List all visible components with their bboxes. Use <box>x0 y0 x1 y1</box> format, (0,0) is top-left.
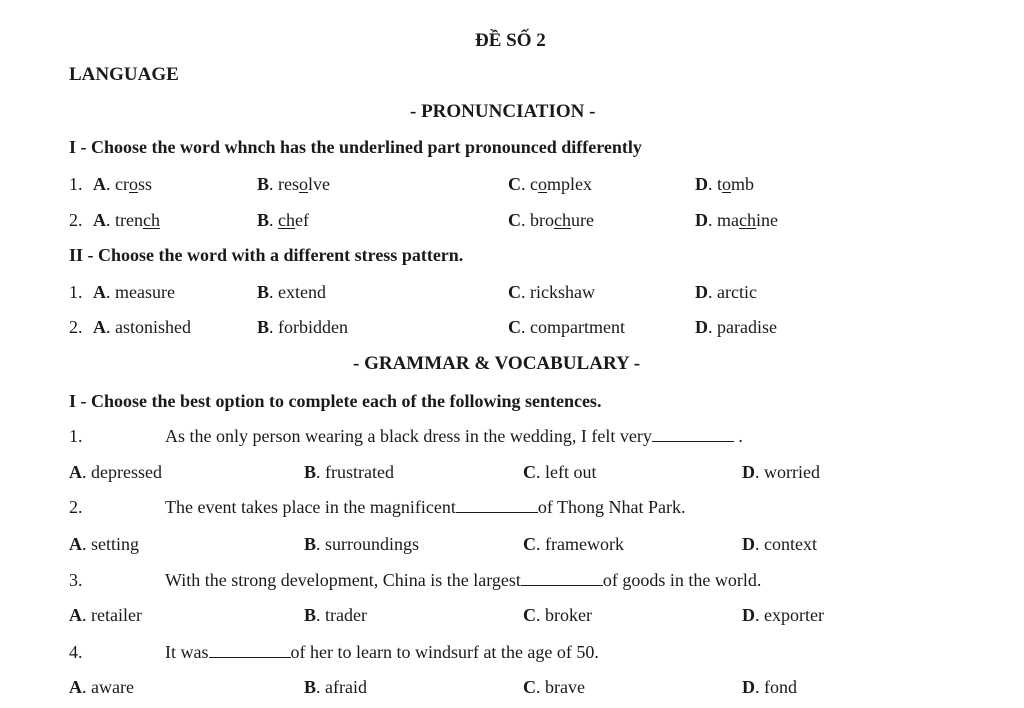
option-c: C. left out <box>523 462 597 482</box>
section-label: LANGUAGE <box>69 64 179 85</box>
underlined-part: ch <box>739 210 756 230</box>
grammar-instruction: I - Choose the best option to complete each of the following sentences. <box>69 391 602 411</box>
option-a: A. setting <box>69 534 139 554</box>
answer-blank <box>521 571 603 586</box>
underlined-part: o <box>128 174 138 194</box>
question-number: 3. <box>69 570 83 590</box>
option-c: C. brochure <box>508 210 594 230</box>
option-b: B. extend <box>257 282 326 302</box>
question-text: As the only person wearing a black dress in the wedding, I felt very . <box>165 426 743 446</box>
underlined-part: o <box>299 174 309 194</box>
question-number: 2. <box>69 210 83 230</box>
answer-blank <box>652 427 734 442</box>
option-d: D. worried <box>742 462 820 482</box>
option-c: C. complex <box>508 174 592 194</box>
option-b: B. afraid <box>304 677 367 697</box>
question-number: 2. <box>69 317 83 337</box>
option-a: A. depressed <box>69 462 162 482</box>
underlined-part: ch <box>142 210 160 230</box>
option-b: B. chef <box>257 210 309 230</box>
question-number: 1. <box>69 426 83 446</box>
pronunciation-part2-instruction: II - Choose the word with a different stress pattern. <box>69 245 464 265</box>
option-d: D. paradise <box>695 317 777 337</box>
page-title: ĐỀ SỐ 2 <box>475 30 546 51</box>
option-a: A. retailer <box>69 605 142 625</box>
option-c: C. rickshaw <box>508 282 595 302</box>
underlined-part: o <box>722 174 732 194</box>
option-d: D. context <box>742 534 817 554</box>
answer-blank <box>456 498 538 513</box>
option-a: A. astonished <box>93 317 191 337</box>
answer-blank <box>209 643 291 658</box>
option-a: A. aware <box>69 677 134 697</box>
option-b: B. frustrated <box>304 462 394 482</box>
question-text: The event takes place in the magnificent of Thong Nhat Park. <box>165 497 686 517</box>
underlined-part: ch <box>554 210 571 230</box>
option-d: D. arctic <box>695 282 757 302</box>
underlined-part: ch <box>278 210 296 230</box>
question-number: 2. <box>69 497 83 517</box>
option-d: D. tomb <box>695 174 755 194</box>
option-c: C. framework <box>523 534 624 554</box>
question-text: With the strong development, China is the largest of goods in the world. <box>165 570 762 590</box>
option-d: D. exporter <box>742 605 824 625</box>
option-b: B. resolve <box>257 174 331 194</box>
option-d: D. machine <box>695 210 778 230</box>
option-b: B. trader <box>304 605 367 625</box>
option-c: C. broker <box>523 605 592 625</box>
option-b: B. surroundings <box>304 534 420 554</box>
question-number: 1. <box>69 282 83 302</box>
grammar-heading: - GRAMMAR & VOCABULARY - <box>353 353 641 374</box>
option-a: A. cross <box>93 174 152 194</box>
question-number: 4. <box>69 642 83 662</box>
question-text: It was of her to learn to windsurf at the age of 50. <box>165 642 599 662</box>
option-c: C. compartment <box>508 317 625 337</box>
pronunciation-part1-instruction: I - Choose the word whnch has the underlined part pronounced differently <box>69 137 642 157</box>
option-b: B. forbidden <box>257 317 348 337</box>
pronunciation-heading: - PRONUNCIATION - <box>410 101 596 122</box>
option-c: C. brave <box>523 677 585 697</box>
question-number: 1. <box>69 174 83 194</box>
option-a: A. measure <box>93 282 175 302</box>
option-d: D. fond <box>742 677 797 697</box>
underlined-part: o <box>538 174 547 194</box>
option-a: A. trench <box>93 210 160 230</box>
